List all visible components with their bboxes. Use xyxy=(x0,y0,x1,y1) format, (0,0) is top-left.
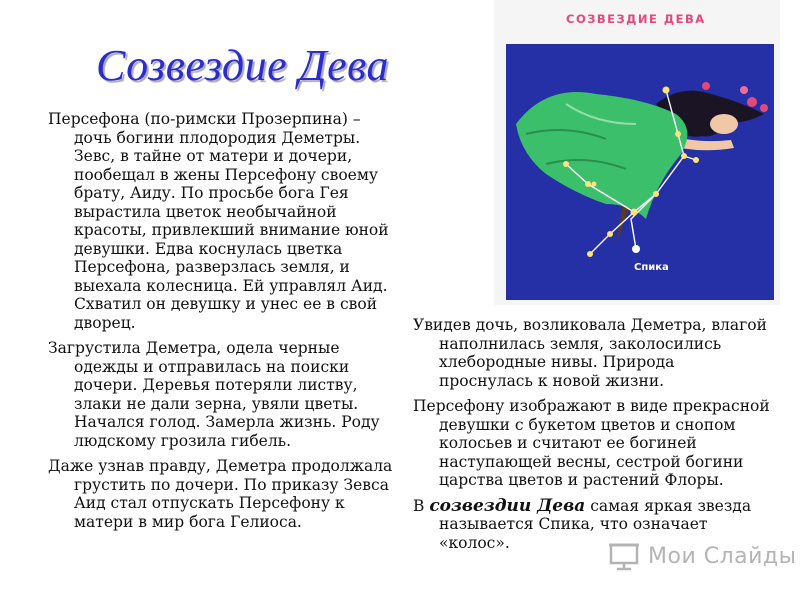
night-sky xyxy=(506,44,774,300)
watermark-text: Мои Слайды xyxy=(648,543,797,569)
paragraph-demeter-joy: Увидев дочь, возликовала Деметра, влагой наполнилась земля, заколосились хлебородные нивы. Природа проснулась к новой жизни. xyxy=(413,316,767,390)
left-text-column xyxy=(48,110,402,538)
paragraph-persephone-depiction: Персефону изображают в виде прекрасной девушки с букетом цветов и снопом колосьев и считают ее богиней наступающей весны, сестрой богини царства цветов и растений Флоры. xyxy=(413,397,770,489)
spica-suffix: самая яркая звезда называется Спика, что означает «колос». xyxy=(439,496,752,552)
spica-prefix: В xyxy=(413,496,430,515)
paragraph-demeter-grief: Загрустила Деметра, одела черные одежды и отправилась на поиски дочери. Деревья потеряли листву, злаки не дали зерна, увяли цветы. Начался голод. Замерла жизнь. Роду людскому грозила гибель. xyxy=(48,339,380,450)
right-text-column xyxy=(413,316,773,559)
virgo-emphasis: созвездии Дева xyxy=(429,495,586,516)
slides-logo-icon xyxy=(608,541,642,571)
slide-title: Созвездие Дева xyxy=(96,41,389,90)
paragraph-zeus-order: Даже узнав правду, Деметра продолжала грустить по дочери. По приказу Зевса Аид стал отпускать Персефону к матери в мир бога Гелиоса. xyxy=(48,457,393,531)
watermark xyxy=(608,540,797,572)
virgo-illustration xyxy=(494,0,780,305)
paragraph-persephone-intro: Персефона (по-римски Прозерпина) – дочь богини плодородия Деметры. Зевс, в тайне от матери и дочери, пообещал в жены Персефону своему брату, Аиду. По просьбе бога Гея вырастила цветок необычайной красоты, привлекший внимание юной девушки. Едва коснулась цветка Персефона, разверзлась земля, и выехала колесница. Ей управлял Аид. Схватил он девушку и унес ее в свой дворец. xyxy=(48,110,389,332)
spica-star-label: Спика xyxy=(634,262,669,273)
illustration-caption: СОЗВЕЗДИЕ ДЕВА xyxy=(566,12,706,26)
